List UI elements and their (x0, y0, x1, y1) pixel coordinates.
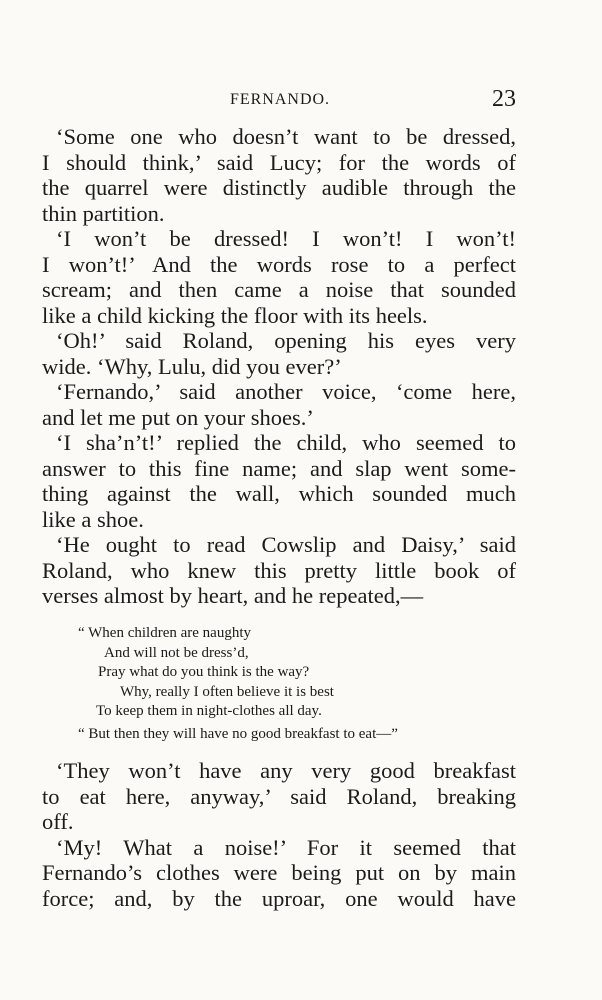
poem-line: And will not be dress’d, (104, 644, 249, 661)
poem-line: To keep them in night-clothes all day. (96, 703, 322, 720)
text-line: ‘I won’t be dressed! I won’t! I won’t! (56, 226, 516, 251)
text-line: I won’t!’ And the words rose to a perfect (42, 251, 516, 277)
poem-quotation (42, 624, 518, 745)
paragraph (42, 328, 516, 379)
text-line: ‘Some one who doesn’t want to be dressed, (56, 124, 516, 149)
page-header (42, 86, 518, 116)
text-line: force; and, by the uproar, one would have (42, 885, 516, 911)
poem-line: “ But then they will have no good breakfast to eat—” (78, 725, 398, 742)
text-line: Fernando’s clothes were being put on by main (42, 860, 516, 885)
text-line: verses almost by heart, and he repeated,— (42, 583, 424, 608)
text-line: I should think,’ said Lucy; for the words of (42, 149, 516, 175)
text-line: ‘Fernando,’ said another voice, ‘come here, (56, 379, 516, 404)
text-line: thin partition. (42, 200, 165, 226)
text-line: like a shoe. (42, 506, 144, 532)
text-line: ‘I sha’n’t!’ replied the child, who seemed to (56, 430, 516, 455)
text-line: ‘My! What a noise!’ For it seemed that (56, 834, 516, 860)
text-line: like a child kicking the floor with its heels. (42, 302, 428, 328)
paragraph (42, 226, 516, 328)
text-line: ‘Oh!’ said Roland, opening his eyes very (56, 328, 516, 353)
text-line: scream; and then came a noise that sounded (42, 277, 516, 302)
running-head: FERNANDO. (229, 91, 331, 108)
paragraph (42, 430, 516, 532)
text-line: ‘He ought to read Cowslip and Daisy,’ said (56, 532, 516, 557)
page-number: 23 (492, 86, 516, 112)
text-line: and let me put on your shoes.’ (42, 404, 314, 430)
paragraph (42, 835, 516, 912)
paragraph (42, 124, 516, 226)
text-line: off. (42, 809, 74, 834)
poem-line: Pray what do you think is the way? (98, 664, 310, 681)
text-line: thing against the wall, which sounded much (42, 481, 516, 506)
text-line: wide. ‘Why, Lulu, did you ever?’ (42, 353, 342, 379)
text-line: Roland, who knew this pretty little book of (42, 557, 516, 583)
body-text-upper (42, 124, 516, 609)
poem-line: “ When children are naughty (78, 625, 251, 641)
text-line: to eat here, anyway,’ said Roland, breaking (42, 783, 516, 809)
poem-line: Why, really I often believe it is best (120, 683, 334, 700)
text-line: the quarrel were distinctly audible through the (42, 175, 516, 200)
paragraph (42, 532, 516, 609)
text-line: answer to this fine name; and slap went some- (42, 455, 516, 481)
body-text-lower (42, 758, 516, 911)
paragraph (42, 379, 516, 430)
text-line: ‘They won’t have any very good breakfast (56, 758, 516, 783)
paragraph (42, 758, 516, 835)
